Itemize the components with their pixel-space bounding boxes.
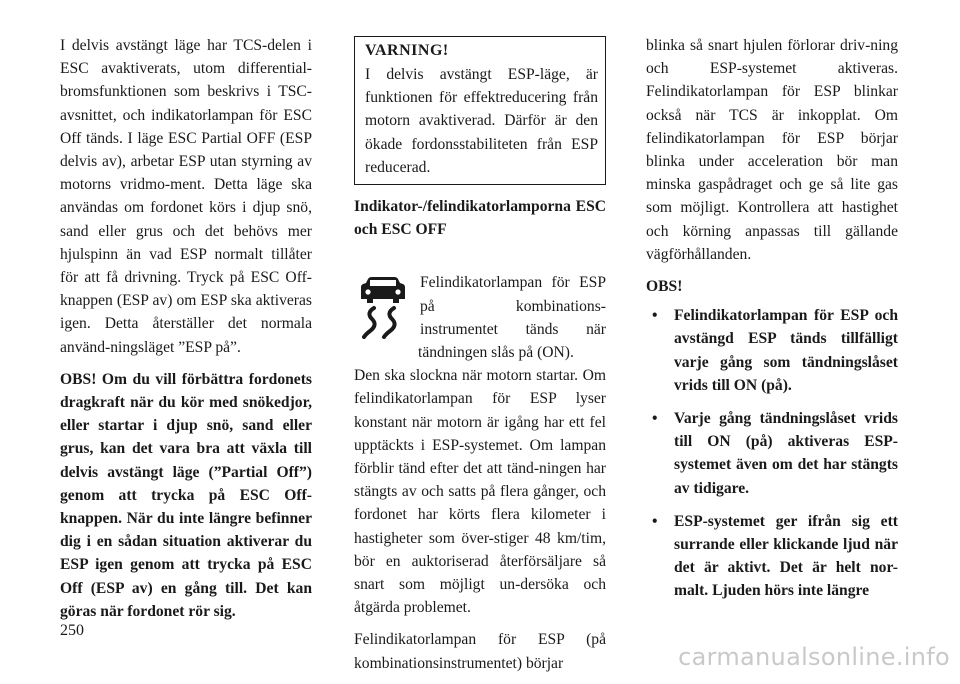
column-left [60,34,312,632]
page-number: 250 [60,622,84,639]
column-right [646,34,898,613]
flash-paragraph: Felindikatorlampan för ESP (på kombinationsinstrumentet) börjar [354,631,606,672]
list-item: • Felindikatorlampan för ESP och avstängd ESP tänds tillfälligt varje gång som tändningslåset vrids till ON (på). [646,304,898,397]
warning-box [354,36,606,185]
intro-paragraph: I delvis avstängt läge har TCS-delen i ESC avaktiverats, utom differential-bromsfunktionen som beskrivs i TSC-avsnittet, och indikatorlampan för ESC Off tänds. I läge ESC Partial OFF (ESP delvis av), arbetar ESP utan styrning av motorns vridmo-ment. Detta läge ska användas om fordonet körs i djup snö, sand eller grus och det behövs mer hjulspinn än vad ESP normalt tillåter för att få drivning. Tryck på ESC Off-knappen (ESP av) om ESP ska aktiveras igen. Detta återställer det normala använd-ningsläget ”ESP på”. [60,37,312,356]
obs-bullet-list [646,304,898,602]
esp-skid-car-icon [356,275,414,339]
indicator-heading: Indikator-/felindikatorlamporna ESC och ESC OFF [354,198,606,239]
obs-paragraph: OBS! Om du vill förbättra fordonets dragkraft när du kör med snökedjor, eller startar i djup snö, sand eller grus, kan det vara bra att växla till delvis avstängt läge (”Partial Off”) genom att trycka på ESC Off-knappen. När du inte längre befinner dig i en sådan situation aktiverar du ESP igen genom att trycka på ESC Off (ESP av) en gång till. Det kan göras när fordonet rör sig. [60,370,312,620]
warning-title: VARNING! [365,42,449,59]
list-item: • ESP-systemet ger ifrån sig ett surrande eller klickande ljud när det är aktivt. Det är helt nor-malt. Ljuden hörs inte längre [646,510,898,603]
column-middle [354,34,606,684]
watermark: carmanualsonline.info [678,643,950,671]
continued-paragraph: blinka så snart hjulen förlorar driv-ning och ESP-systemet aktiveras. Felindikatorlampan för ESP blinkar också när TCS är inkopplat. Om felindikatorlampan för ESP börjar blinka under acceleration bör man minska gaspådraget och ge så lite gas som möjligt. Kontrollera att hastighet och körning anpassas till gällande vägförhållanden. [646,37,898,263]
list-item: • Varje gång tändningslåset vrids till ON (på) aktiveras ESP-systemet även om det har stängts av tidigare. [646,407,898,500]
warning-text: I delvis avstängt ESP-läge, är funktionen för effektreducering från motorn avaktiverad. Därför är den ökade fordonsstabiliteten från ESP reducerad. [365,66,598,176]
indicator-text: Felindikatorlampan för ESP på kombinations-instrumentet tänds när tändningen slås på (ON). [418,274,606,362]
indicator-block [354,271,606,364]
indicator-paragraph: Den ska slockna när motorn startar. Om felindikatorlampan för ESP lyser konstant när motorn är igång har ett fel upptäckts i ESP-systemet. Om lampan förblir tänd efter det att tänd-ningen har stängts av och satts på flera gånger, och fordonet har körts flera kilometer i hastigheter som över-stiger 48 km/tim, bör en auktoriserad återförsäljare så snart som möjligt un-dersöka och åtgärda problemet. [354,367,606,617]
obs-heading: OBS! [646,278,683,296]
